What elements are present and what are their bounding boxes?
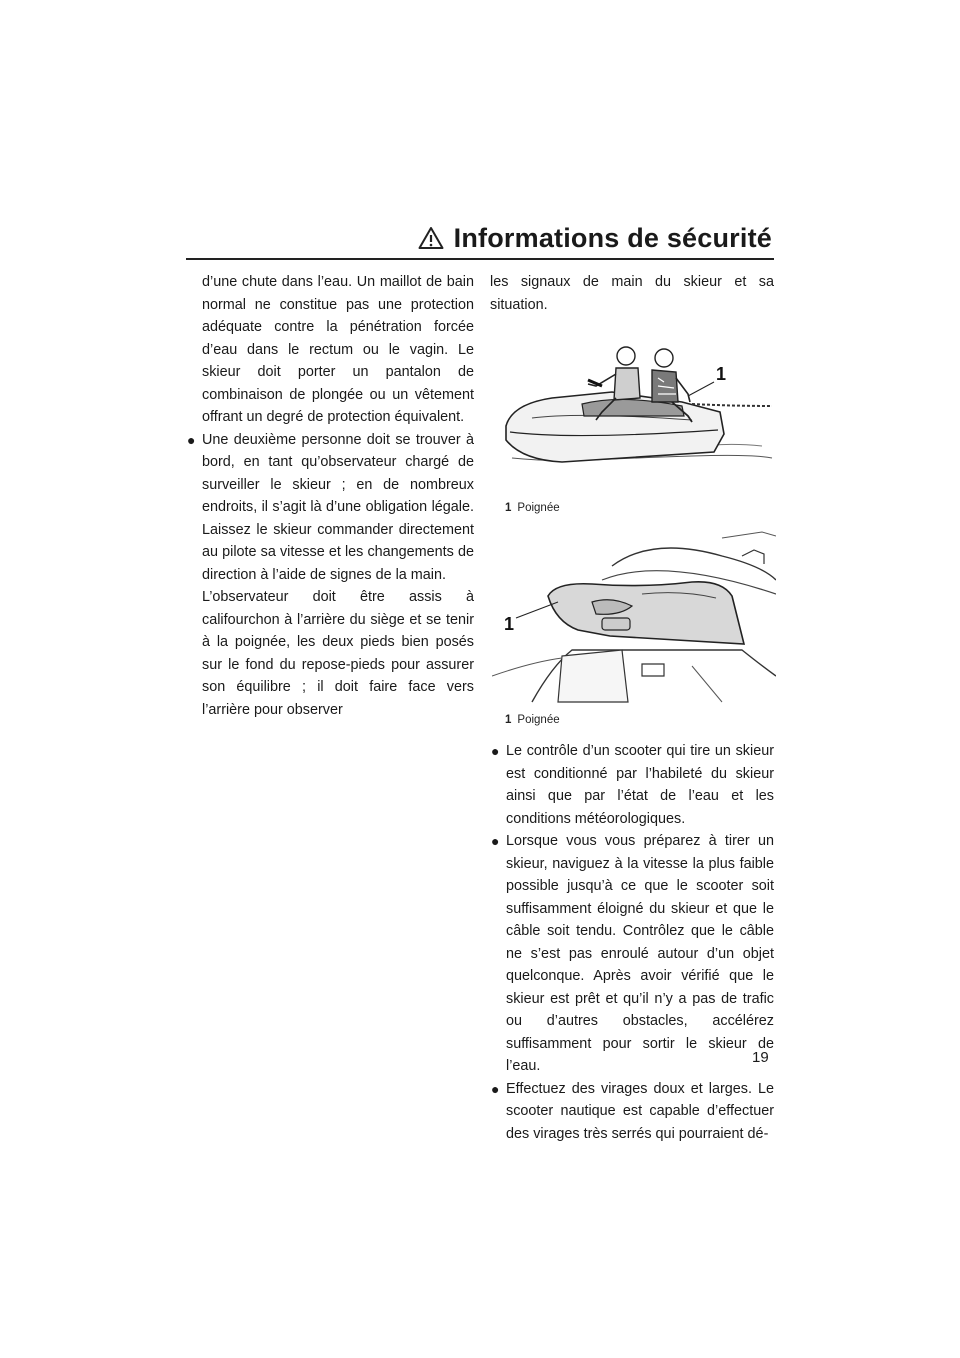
warning-triangle-icon: [418, 226, 444, 250]
right-column-bullets: [490, 740, 774, 1145]
bullet-prepare: [490, 830, 774, 1078]
page-header: [186, 222, 774, 260]
bullet-dot: ●: [187, 431, 196, 448]
left-column: [186, 271, 474, 721]
bullet-turns: [490, 1078, 774, 1146]
bullet-control: [490, 740, 774, 830]
caption-text: Poignée: [517, 502, 560, 514]
figure1-caption: [505, 502, 560, 514]
page-number: 19: [752, 1049, 769, 1066]
paragraph-observer-position: L’observateur doit être assis à califourchon à l’arrière du siège et se tenir à la poignée, les deux pieds bien posés sur le fond du repose-pieds pour assurer son équilibre ; il doit faire face vers l’arrière pour observer: [202, 589, 474, 718]
bullet-dot: ●: [491, 833, 500, 849]
caption-number: 1: [505, 502, 512, 514]
bullet-turns-text: Effectuez des virages doux et larges. Le scooter nautique est capable d’effectuer des virages très serrés qui pourraient dé-: [506, 1080, 774, 1142]
figure1-callout: 1: [716, 364, 727, 384]
figure2-callout: 1: [504, 614, 515, 634]
paragraph-wetsuit: d’une chute dans l’eau. Un maillot de bain normal ne constitue pas une protection adéquate contre la pénétration forcée d’eau dans le rectum ou le vagin. Le skieur doit porter un pantalon de combinaison de plongée ou un vêtement offrant un degré de protection équivalent.: [202, 274, 474, 425]
caption-text: Poignée: [517, 714, 560, 726]
right-column-top: [490, 271, 774, 316]
bullet-observer: [186, 429, 474, 587]
bullet-control-text: Le contrôle d’un scooter qui tire un skieur est conditionné par l’habileté du skieur ainsi que par l’état de l’eau et les conditions météorologiques.: [506, 743, 774, 827]
watercraft-riders-illustration: [492, 322, 776, 470]
bullet-prepare-text: Lorsque vous vous préparez à tirer un skieur, naviguez à la vitesse la plus faible possible jusqu’à ce que le scooter soit suffisamment éloigné du skieur et que le câble soit tendu. Contrôlez que le câble ne s’est pas enroulé autour d’un objet quelconque. Après avoir vérifié que le skieur est prêt et qu’il n’y a pas de trafic ou d’autres obstacles, accélérez suffisamment pour sortir le skieur de l’eau.: [506, 833, 774, 1074]
grab-handle-illustration: [492, 526, 776, 706]
caption-number: 1: [505, 714, 512, 726]
paragraph-continuation: les signaux de main du skieur et sa situation.: [490, 274, 774, 313]
bullet-dot: ●: [491, 1080, 500, 1097]
page-title: Informations de sécurité: [453, 223, 772, 253]
figure2-caption: [505, 714, 560, 726]
bullet-dot: ●: [491, 743, 500, 759]
bullet-observer-text: Une deuxième personne doit se trouver à bord, en tant qu’observateur chargé de surveiller le skieur ; en de nombreux endroits, il s’agit là d’une obligation légale. Laissez le skieur commander directement au pilote sa vitesse et les changements de direction à l’aide de signes de la main.: [202, 431, 474, 583]
